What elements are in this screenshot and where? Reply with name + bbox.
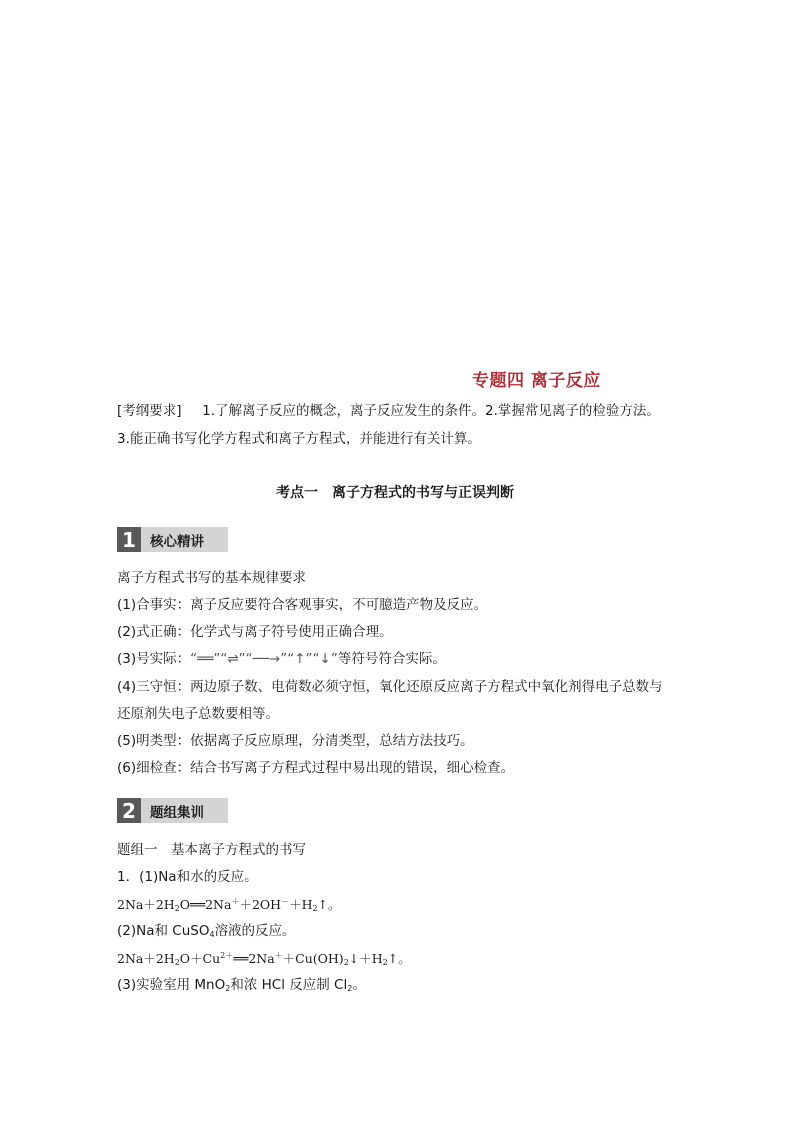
badge-number: 2 xyxy=(117,798,141,823)
section-badge-exercises xyxy=(117,798,228,823)
question-2-label: (2)Na和 CuSO$_4$溶液的反应。 xyxy=(117,923,296,939)
core-intro: 离子方程式书写的基本规律要求 xyxy=(117,570,306,586)
core-item-3-symbols: “══”“⇌”“──→”“↑”“↓” xyxy=(190,651,338,667)
page-title: 专题四 离子反应 xyxy=(472,371,601,391)
core-item-4-line-2: 还原剂失电子总数要相等。 xyxy=(117,706,279,722)
badge-label: 核心精讲 xyxy=(141,527,228,552)
section-badge-core xyxy=(117,527,228,552)
equation-1: $2Na+2H_2O══2Na^++2OH^-+H_2↑$。 xyxy=(117,897,341,913)
core-item-5: (5)明类型：依据离子反应原理，分清类型，总结方法技巧。 xyxy=(117,733,474,749)
syllabus-line-1 xyxy=(117,402,660,420)
syllabus-text-1: 1.了解离子反应的概念，离子反应发生的条件。2.掌握常见离子的检验方法。 xyxy=(202,403,660,419)
core-item-3-prefix: (3)号实际： xyxy=(117,651,191,667)
core-item-4-line-1: (4)三守恒：两边原子数、电荷数必须守恒，氧化还原反应离子方程式中氧化剂得电子总数与 xyxy=(117,679,663,695)
syllabus-line-2: 3.能正确书写化学方程式和离子方程式，并能进行有关计算。 xyxy=(117,431,481,447)
core-item-2: (2)式正确：化学式与离子符号使用正确合理。 xyxy=(117,624,393,640)
question-1-label: 1．(1)Na和水的反应。 xyxy=(117,869,258,885)
exercise-group-title: 题组一 基本离子方程式的书写 xyxy=(117,842,306,858)
core-item-3 xyxy=(117,650,446,668)
core-item-3-suffix: 等符号符合实际。 xyxy=(337,651,446,667)
equation-2: $2Na+2H_2O+Cu^{2+}══2Na^++Cu(OH)_2↓+H_2↑$。 xyxy=(117,951,411,967)
question-3-label: (3)实验室用 MnO$_2$和浓 HCl 反应制 $Cl_2$。 xyxy=(117,977,366,993)
badge-number: 1 xyxy=(117,527,141,552)
core-item-1: (1)合事实：离子反应要符合客观事实，不可臆造产物及反应。 xyxy=(117,597,488,613)
badge-label: 题组集训 xyxy=(141,798,228,823)
syllabus-tag: [考纲要求] xyxy=(117,403,182,419)
section-title: 考点一 离子方程式的书写与正误判断 xyxy=(276,485,514,501)
core-item-6: (6)细检查：结合书写离子方程式过程中易出现的错误，细心检查。 xyxy=(117,760,515,776)
